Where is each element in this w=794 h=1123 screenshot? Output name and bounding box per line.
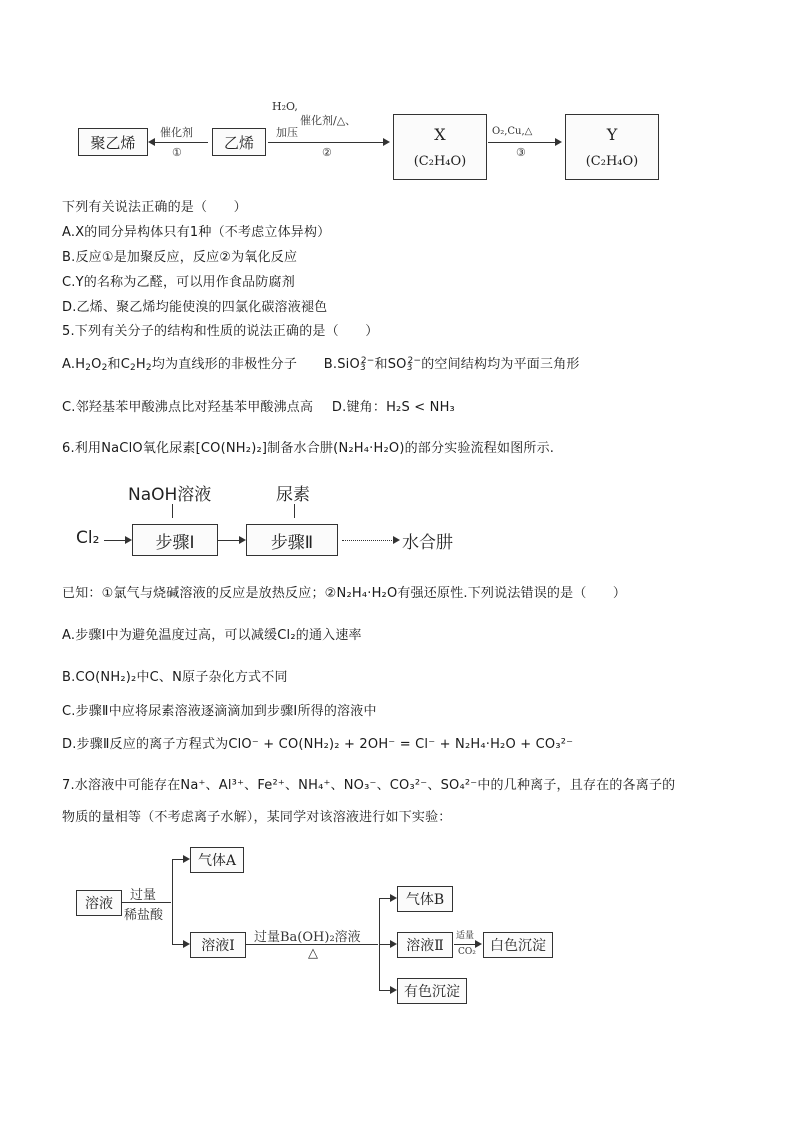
reagent-1-top: 过量 [130, 888, 157, 903]
flow-step-1: 步骤Ⅰ [132, 524, 218, 556]
q4-option-a: A.X的同分异构体只有1种（不考虑立体异构） [62, 225, 331, 240]
q6-option-b: B.CO(NH₂)₂中C、N原子杂化方式不同 [62, 670, 288, 685]
arrow2-label-c: 加压 [276, 126, 298, 139]
reagent-2-bot: △ [308, 946, 318, 961]
box-gas-a: 气体A [190, 847, 244, 873]
box-gas-b: 气体B [397, 886, 453, 912]
reagent-1-bot: 稀盐酸 [124, 908, 164, 923]
q4-option-d: D.乙烯、聚乙烯均能使溴的四氯化碳溶液褪色 [62, 300, 328, 315]
box-ethylene: 乙烯 [212, 128, 266, 156]
q5-option-c-d: C.邻羟基苯甲酸沸点比对羟基苯甲酸沸点高 D.键角：H₂S < NH₃ [62, 400, 455, 415]
flow-step-2: 步骤Ⅱ [246, 524, 338, 556]
arrow1-label-top: 催化剂 [160, 126, 193, 139]
q6-option-c: C.步骤Ⅱ中应将尿素溶液逐滴滴加到步骤Ⅰ所得的溶液中 [62, 704, 377, 719]
q6-option-a: A.步骤Ⅰ中为避免温度过高，可以减缓Cl₂的通入速率 [62, 628, 362, 643]
q4-option-c: C.Y的名称为乙醛，可以用作食品防腐剂 [62, 275, 295, 290]
arrow-2 [268, 142, 388, 143]
q6-known: 已知：①氯气与烧碱溶液的反应是放热反应；②N₂H₄·H₂O有强还原性.下列说法错误的是（ ） [62, 586, 627, 601]
reagent-3-top: 适量 [456, 931, 475, 941]
box-white-precipitate: 白色沉淀 [483, 932, 553, 958]
flow-end-hydrazine: 水合肼 [402, 533, 453, 553]
arrow-1 [150, 142, 208, 143]
q5-stem: 5.下列有关分子的结构和性质的说法正确的是（ ） [62, 324, 379, 339]
flow-input-urea: 尿素 [276, 485, 310, 505]
q7-stem-2: 物质的量相等（不考虑离子水解），某同学对该溶液进行如下实验： [62, 810, 452, 825]
q6-option-d: D.步骤Ⅱ反应的离子方程式为ClO⁻ + CO(NH₂)₂ + 2OH⁻ = Cl⁻ + N₂H₄·H₂O + CO₃²⁻ [62, 737, 574, 752]
box-x: X (C₂H₄O) [393, 114, 487, 180]
box-y: Y (C₂H₄O) [565, 114, 659, 180]
q7-stem-1: 7.水溶液中可能存在Na⁺、Al³⁺、Fe²⁺、NH₄⁺、NO₃⁻、CO₃²⁻、SO₄²⁻中的几种离子，且存在的各离子的 [62, 778, 676, 793]
box-solution-2: 溶液Ⅱ [397, 932, 453, 958]
arrow1-label-bot: ① [172, 146, 182, 159]
q6-stem: 6.利用NaClO氧化尿素[CO(NH₂)₂]制备水合肼(N₂H₄·H₂O)的部分实验流程如图所示. [62, 441, 555, 456]
arrow-3 [488, 142, 560, 143]
q5-option-a-b: $A.H_2O_2$和$C_2H_2$均为直线形的非极性分子 B.SiO$_3^{2-}$和$SO_3^{2-}$的空间结构均为平面三角形 [62, 356, 580, 373]
flow-start-cl2: Cl₂ [76, 528, 100, 548]
flow-input-naoh: NaOH溶液 [128, 485, 212, 505]
arrow2-label-a: H₂O, [272, 100, 298, 113]
box-solution-1: 溶液Ⅰ [190, 932, 246, 958]
q4-stem: 下列有关说法正确的是（ ） [62, 200, 247, 215]
reagent-2-top: 过量Ba(OH)₂溶液 [254, 930, 361, 945]
q4-option-b: B.反应①是加聚反应，反应②为氧化反应 [62, 250, 298, 265]
arrow2-label-bot: ② [322, 146, 332, 159]
arrow3-label-top: O₂,Cu,△ [492, 126, 533, 137]
box-colored-precipitate: 有色沉淀 [397, 978, 467, 1004]
box-polyethylene: 聚乙烯 [78, 128, 148, 156]
arrow2-label-b: 催化剂/△、 [300, 114, 357, 127]
arrow3-label-bot: ③ [516, 146, 526, 159]
box-solution: 溶液 [76, 890, 122, 916]
reagent-3-bot: CO₂ [458, 947, 476, 957]
